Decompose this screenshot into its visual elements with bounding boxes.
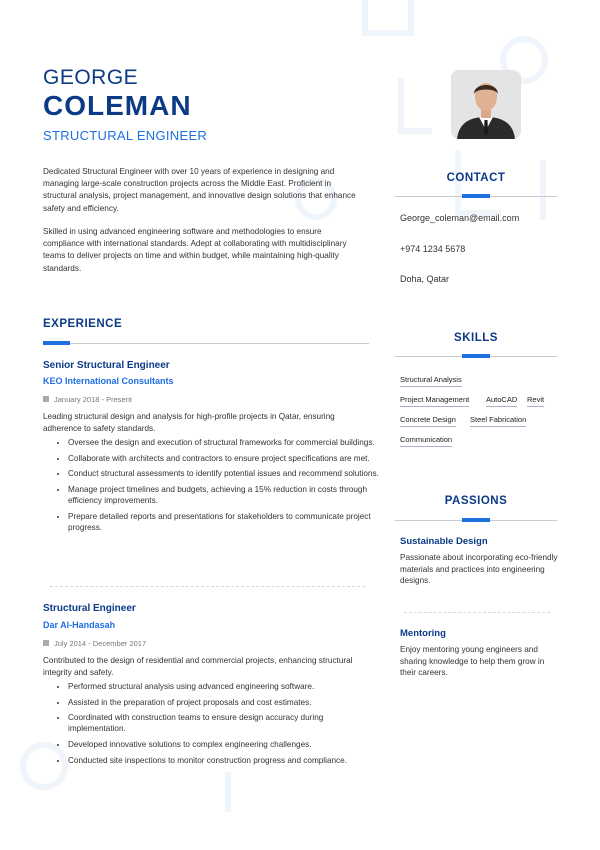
passion-separator <box>404 612 550 613</box>
job-dates: July 2014 - December 2017 <box>43 639 146 648</box>
job-title: Structural Engineer <box>43 603 136 614</box>
bullet-item: • Manage project timelines and budgets, achieving a 15% reduction in costs through efficiency improvements. <box>68 484 380 506</box>
job-role: STRUCTURAL ENGINEER <box>43 128 208 143</box>
background-shape <box>398 78 432 134</box>
skill-tag: Structural Analysis <box>400 375 462 387</box>
company-name: KEO International Consultants <box>43 376 174 386</box>
bullet-item: • Coordinated with construction teams to ensure design accuracy during implementation. <box>68 712 380 734</box>
section-accent <box>462 354 490 358</box>
skill-tag: Revit <box>527 395 544 407</box>
skills-heading: SKILLS <box>454 332 498 344</box>
skill-tag: Concrete Design <box>400 415 456 427</box>
bullet-item: • Developed innovative solutions to complex engineering challenges. <box>68 739 380 750</box>
job-separator <box>50 586 365 587</box>
contact-heading: CONTACT <box>446 172 506 184</box>
last-name: COLEMAN <box>43 90 192 121</box>
passions-heading: PASSIONS <box>444 495 508 507</box>
bullet-item: • Prepare detailed reports and presentations for stakeholders to communicate project progress. <box>68 511 380 533</box>
bullet-item: • Performed structural analysis using advanced engineering software. <box>68 681 380 692</box>
bullet-item: • Collaborate with architects and contractors to ensure project specifications are met. <box>68 453 380 464</box>
background-shape <box>540 160 546 220</box>
company-name: Dar Al-Handasah <box>43 620 116 630</box>
skill-tag: Steel Fabrication <box>470 415 526 427</box>
experience-heading: EXPERIENCE <box>43 318 123 330</box>
contact-phone: +974 1234 5678 <box>400 244 466 254</box>
passion-description: Passionate about incorporating eco-friendly materials and practices into engineering designs. <box>400 553 558 586</box>
section-accent <box>43 341 70 345</box>
passion-title: Sustainable Design <box>400 536 488 547</box>
job-bullets <box>55 681 380 770</box>
section-accent <box>462 194 490 198</box>
bullet-item: • Conducted site inspections to monitor construction progress and compliance. <box>68 755 380 766</box>
summary-paragraph-2: Skilled in using advanced engineering software and methodologies to ensure compliance with international standards. Adept at collaborating with multidisciplinary teams to deliver projects on time and within budget, while maintaining high-quality standards. <box>43 227 347 273</box>
section-divider <box>43 343 369 344</box>
job-dates: January 2018 - Present <box>43 395 132 404</box>
passion-title: Mentoring <box>400 628 446 639</box>
skill-tag: Project Management <box>400 395 469 407</box>
background-shape <box>362 0 414 36</box>
calendar-icon <box>43 396 49 402</box>
bullet-item: • Oversee the design and execution of structural frameworks for commercial buildings. <box>68 437 380 448</box>
job-bullets <box>55 437 380 537</box>
calendar-icon <box>43 640 49 646</box>
skill-tag: AutoCAD <box>486 395 517 407</box>
summary-paragraph-1: Dedicated Structural Engineer with over 10 years of experience in designing and managing large-scale construction projects across the Middle East. Proficient in structural analysis, project management, and innovative design solutions that enhance safety and efficiency. <box>43 167 356 213</box>
background-shape <box>225 772 261 812</box>
bullet-item: • Conduct structural assessments to identify potential issues and recommend solutions. <box>68 468 380 479</box>
bullet-item: • Assisted in the preparation of project proposals and cost estimates. <box>68 697 380 708</box>
person-portrait-icon <box>451 70 521 139</box>
skill-tag: Communication <box>400 435 452 447</box>
passion-description: Enjoy mentoring young engineers and sharing knowledge to help them grow in their careers. <box>400 645 545 678</box>
job-description: Contributed to the design of residential and commercial projects, enhancing structural integrity and safety. <box>43 656 353 678</box>
job-title: Senior Structural Engineer <box>43 360 170 371</box>
first-name: GEORGE <box>43 66 139 89</box>
profile-photo <box>451 70 521 139</box>
job-description: Leading structural design and analysis for high-profile projects in Qatar, ensuring adherence to safety standards. <box>43 412 335 434</box>
contact-location: Doha, Qatar <box>400 274 450 284</box>
section-accent <box>462 518 490 522</box>
contact-email: George_coleman@email.com <box>400 213 520 223</box>
